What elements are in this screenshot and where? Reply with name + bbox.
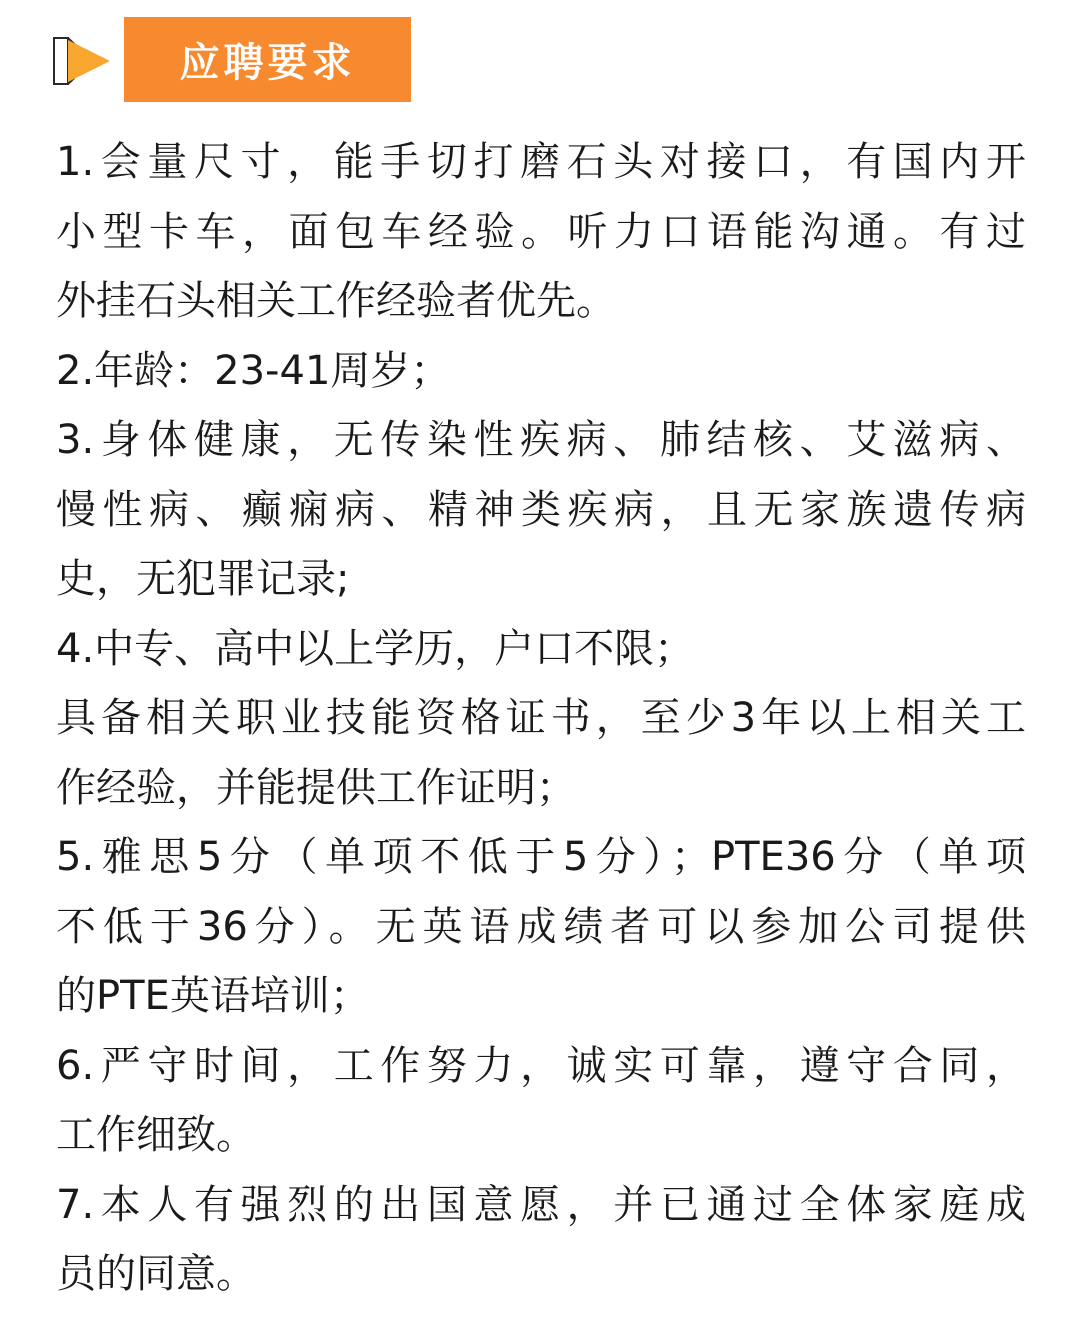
text-line: 6.严守时间，工作努力，诚实可靠，遵守合同，: [56, 1042, 1026, 1089]
section-header: [0, 0, 1080, 120]
text-line: 慢性病、癫痫病、精神类疾病，且无家族遗传病: [56, 486, 1026, 533]
text-line: 的PTE英语培训；: [56, 973, 370, 1019]
text-line: 史，无犯罪记录;: [56, 556, 350, 602]
play-arrow-icon: [52, 36, 114, 86]
text-line: 小型卡车，面包车经验。听力口语能沟通。有过: [56, 208, 1026, 255]
title-banner: [124, 17, 411, 102]
text-line: 作经验，并能提供工作证明；: [56, 764, 576, 811]
text-line: 7.本人有强烈的出国意愿，并已通过全体家庭成: [56, 1181, 1026, 1228]
text-line: 5.雅思5分（单项不低于5分）；PTE36分（单项: [56, 834, 1026, 880]
page-title: 应聘要求: [179, 40, 356, 86]
text-line: 1.会量尺寸，能手切打磨石头对接口，有国内开: [56, 139, 1026, 185]
text-line: 具备相关职业技能资格证书，至少3年以上相关工: [56, 695, 1026, 741]
text-line: 4.中专、高中以上学历，户口不限；: [56, 625, 695, 672]
text-line: 员的同意。: [56, 1251, 256, 1297]
text-line: 工作细致。: [56, 1112, 256, 1158]
text-line: 不低于36分）。无英语成绩者可以参加公司提供: [56, 903, 1026, 950]
text-line: 3.身体健康，无传染性疾病、肺结核、艾滋病、: [56, 417, 1026, 463]
requirements-text: [56, 128, 1026, 1310]
text-line: 2.年龄：23-41周岁；: [56, 347, 451, 394]
text-line: 外挂石头相关工作经验者优先。: [56, 278, 616, 324]
